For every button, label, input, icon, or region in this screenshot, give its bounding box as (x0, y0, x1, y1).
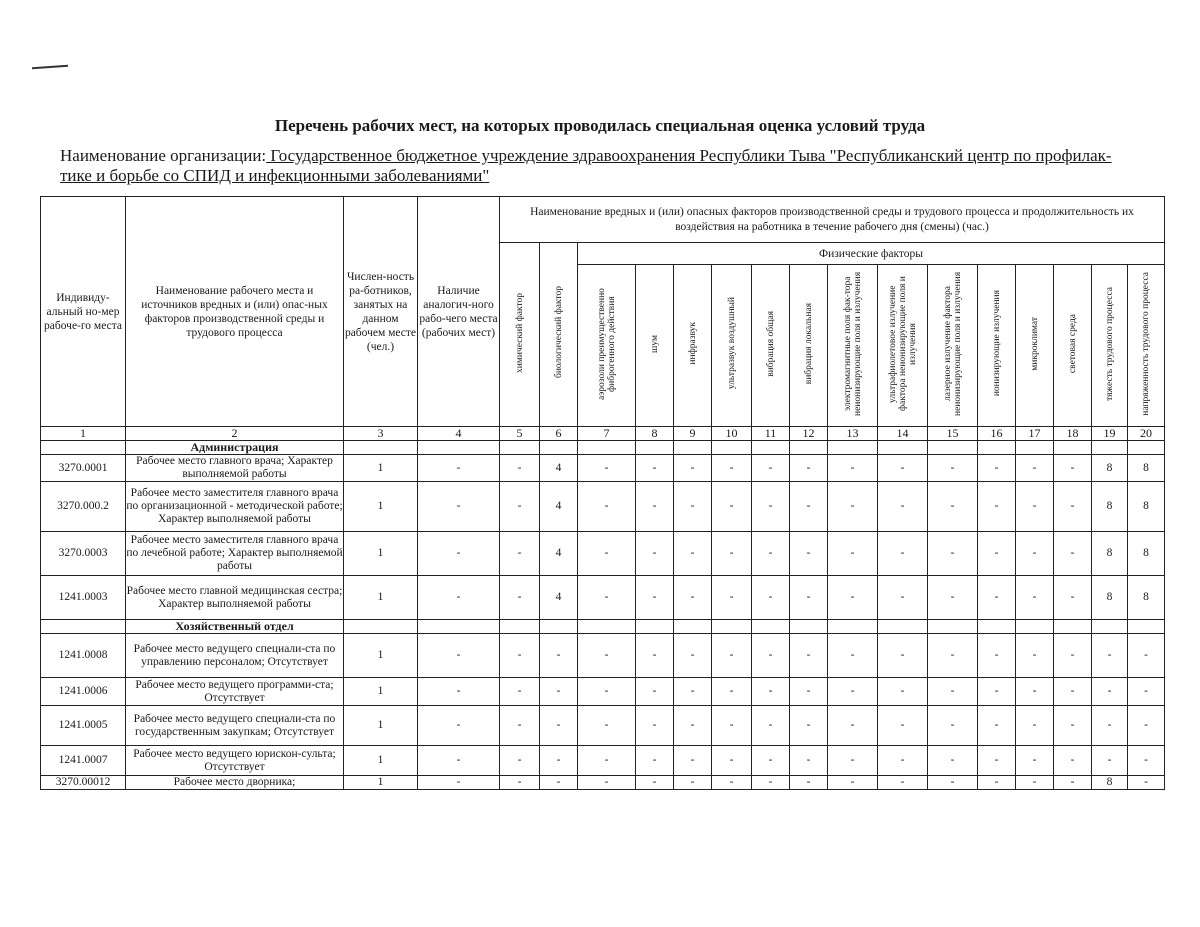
factor-value: - (978, 532, 1016, 576)
factor-value: - (1054, 776, 1092, 790)
factor-value: - (752, 455, 790, 482)
factor-value: - (878, 746, 928, 776)
factor-value: 8 (1128, 532, 1165, 576)
factor-value: - (500, 776, 540, 790)
factor-value: - (636, 776, 674, 790)
workplaces-table (40, 196, 1165, 790)
factor-value: - (928, 634, 978, 678)
factor-value: - (674, 455, 712, 482)
factor-value: - (1054, 482, 1092, 532)
factor-value: - (712, 455, 752, 482)
header-factor (828, 265, 878, 427)
workplace-name: Рабочее место ведущего юрискон-сульта; Отсутствует (126, 746, 344, 776)
worker-count: 1 (344, 576, 418, 620)
factor-value: - (540, 706, 578, 746)
factor-value: - (636, 455, 674, 482)
factor-value: - (1016, 706, 1054, 746)
workplace-id: 3270.00012 (41, 776, 126, 790)
column-number: 14 (878, 427, 928, 441)
section-empty (1016, 441, 1054, 455)
factor-value: - (636, 678, 674, 706)
factor-value: - (790, 532, 828, 576)
factor-value: - (500, 634, 540, 678)
column-number: 15 (928, 427, 978, 441)
header-factors-group: Наименование вредных и (или) опасных факторов производственной среды и трудового процесса и продолжительность их воздействия на работника в течение рабочего дня (смены) (час.) (500, 197, 1165, 243)
factor-value: - (712, 576, 752, 620)
factor-value: 8 (1092, 532, 1128, 576)
factor-value: - (636, 634, 674, 678)
factor-value: - (978, 455, 1016, 482)
factor-value: - (752, 576, 790, 620)
header-analog-workplace: Наличие аналогич-ного рабо-чего места (рабочих мест) (418, 197, 500, 427)
section-empty (1128, 441, 1165, 455)
worker-count: 1 (344, 706, 418, 746)
factor-label: лазерное излучение фактора неионизирующие поля и излучения (942, 271, 963, 416)
factor-value: - (578, 634, 636, 678)
factor-value: - (1092, 634, 1128, 678)
column-number: 9 (674, 427, 712, 441)
factor-value: - (928, 746, 978, 776)
column-number: 18 (1054, 427, 1092, 441)
header-factor (712, 265, 752, 427)
header-factor-biological (540, 243, 578, 427)
section-name: Администрация (126, 441, 344, 455)
section-empty (928, 441, 978, 455)
factor-value: - (1016, 634, 1054, 678)
factor-value: - (578, 532, 636, 576)
column-number: 10 (712, 427, 752, 441)
header-factor (1054, 265, 1092, 427)
factor-value: - (790, 455, 828, 482)
factor-label: вибрация локальная (803, 302, 814, 385)
column-number: 8 (636, 427, 674, 441)
section-empty (752, 441, 790, 455)
table-row (41, 706, 1165, 746)
header-factor (878, 265, 928, 427)
factor-value: - (828, 576, 878, 620)
scan-mark (32, 65, 68, 70)
factor-value: 8 (1092, 482, 1128, 532)
factor-value: - (752, 776, 790, 790)
factor-value: - (1128, 746, 1165, 776)
section-empty (878, 620, 928, 634)
section-empty (418, 620, 500, 634)
table-row (41, 576, 1165, 620)
factor-value: - (1016, 532, 1054, 576)
factor-value: - (878, 776, 928, 790)
factor-label: тяжесть трудового процесса (1104, 286, 1115, 401)
factor-value: - (636, 576, 674, 620)
header-factor-chemical (500, 243, 540, 427)
factor-value: - (578, 455, 636, 482)
factor-value: - (1128, 776, 1165, 790)
section-empty (500, 441, 540, 455)
factor-value: 4 (540, 482, 578, 532)
section-empty (578, 441, 636, 455)
factor-value: - (928, 706, 978, 746)
factor-value: - (540, 746, 578, 776)
header-factor (1092, 265, 1128, 427)
analog-workplace: - (418, 576, 500, 620)
factor-value: - (928, 576, 978, 620)
factor-value: - (928, 532, 978, 576)
header-factor (674, 265, 712, 427)
factor-label: напряженность трудового процесса (1141, 271, 1151, 416)
factor-value: - (752, 634, 790, 678)
section-empty (928, 620, 978, 634)
factor-value: - (1092, 678, 1128, 706)
section-empty (41, 441, 126, 455)
column-number: 2 (126, 427, 344, 441)
worker-count: 1 (344, 532, 418, 576)
factor-value: - (1054, 706, 1092, 746)
column-number: 5 (500, 427, 540, 441)
factor-value: 4 (540, 532, 578, 576)
factor-value: - (752, 706, 790, 746)
organization-label: Наименование организации: (60, 146, 267, 165)
workplace-id: 1241.0006 (41, 678, 126, 706)
factor-value: 4 (540, 455, 578, 482)
factor-value: 8 (1128, 482, 1165, 532)
section-empty (636, 441, 674, 455)
section-empty (790, 620, 828, 634)
factor-value: - (790, 746, 828, 776)
factor-value: - (878, 532, 928, 576)
header-factor (928, 265, 978, 427)
factor-value: - (712, 634, 752, 678)
table-row (41, 634, 1165, 678)
factor-label: химический фактор (514, 292, 525, 373)
factor-value: - (1054, 634, 1092, 678)
section-empty (1092, 620, 1128, 634)
workplace-name: Рабочее место главной медицинская сестра; Характер выполняемой работы (126, 576, 344, 620)
section-empty (828, 620, 878, 634)
section-empty (41, 620, 126, 634)
factor-value: - (828, 706, 878, 746)
factor-label: биологический фактор (553, 286, 564, 379)
column-number: 20 (1128, 427, 1165, 441)
factor-value: - (636, 746, 674, 776)
workplace-id: 3270.0003 (41, 532, 126, 576)
section-empty (540, 441, 578, 455)
factor-value: - (878, 576, 928, 620)
factor-value: - (752, 678, 790, 706)
factor-value: - (1054, 678, 1092, 706)
factor-value: - (540, 634, 578, 678)
organization-name-line1: Государственное бюджетное учреждение здравоохранения Республики Тыва "Республиканский центр по профилак- (266, 146, 1112, 165)
factor-value: - (500, 706, 540, 746)
section-name: Хозяйственный отдел (126, 620, 344, 634)
factor-value: - (752, 532, 790, 576)
factor-value: - (1092, 746, 1128, 776)
factor-label: инфразвук (687, 322, 698, 365)
factor-value: - (878, 455, 928, 482)
factor-value: - (540, 678, 578, 706)
section-empty (828, 441, 878, 455)
section-empty (1016, 620, 1054, 634)
workplace-id: 3270.0001 (41, 455, 126, 482)
document-title: Перечень рабочих мест, на которых проводилась специальная оценка условий труда (274, 116, 926, 135)
factor-value: - (540, 776, 578, 790)
column-number: 12 (790, 427, 828, 441)
factor-value: - (578, 746, 636, 776)
factor-label: ионизирующие излучения (991, 290, 1002, 397)
factor-value: - (674, 678, 712, 706)
factor-value: - (1092, 706, 1128, 746)
section-empty (1054, 620, 1092, 634)
factor-value: - (828, 776, 878, 790)
analog-workplace: - (418, 678, 500, 706)
factor-value: - (578, 678, 636, 706)
column-number: 17 (1016, 427, 1054, 441)
factor-label: вибрация общая (765, 310, 776, 377)
factor-label: световая среда (1067, 313, 1078, 374)
table-row (41, 455, 1165, 482)
factor-value: - (636, 532, 674, 576)
factor-value: - (978, 576, 1016, 620)
column-number: 11 (752, 427, 790, 441)
section-empty (674, 620, 712, 634)
workplace-id: 1241.0003 (41, 576, 126, 620)
factor-value: - (674, 634, 712, 678)
factor-label: аэрозоли преимущественно фиброгенного действия (596, 287, 617, 400)
section-empty (1092, 441, 1128, 455)
factor-label: шум (649, 334, 660, 353)
factor-value: - (978, 634, 1016, 678)
factor-value: - (928, 455, 978, 482)
factor-value: - (790, 576, 828, 620)
column-number: 4 (418, 427, 500, 441)
factor-value: - (636, 482, 674, 532)
section-empty (674, 441, 712, 455)
table-row (41, 482, 1165, 532)
factor-value: - (1016, 455, 1054, 482)
factor-value: - (674, 746, 712, 776)
factor-value: - (978, 482, 1016, 532)
factor-label: ультразвук воздушный (726, 297, 737, 390)
workplace-name: Рабочее место ведущего специали-ста по государственным закупкам; Отсутствует (126, 706, 344, 746)
section-empty (790, 441, 828, 455)
factor-label: электромагнитные поля фак-тора неионизирующие поля и излучения (842, 271, 863, 416)
factor-value: - (636, 706, 674, 746)
factor-value: - (1054, 746, 1092, 776)
workplace-name: Рабочее место главного врача; Характер выполняемой работы (126, 455, 344, 482)
factor-value: - (674, 482, 712, 532)
factor-value: - (1016, 746, 1054, 776)
factor-value: - (928, 482, 978, 532)
factor-value: - (1054, 455, 1092, 482)
section-empty (752, 620, 790, 634)
factor-value: - (790, 678, 828, 706)
header-workplace-id: Индивиду-альный но-мер рабоче-го места (41, 197, 126, 427)
workplace-id: 1241.0005 (41, 706, 126, 746)
workplace-name: Рабочее место заместителя главного врача по организационной - методической работе; Характер выполняемой работы (126, 482, 344, 532)
factor-value: - (828, 455, 878, 482)
section-empty (540, 620, 578, 634)
workplace-id: 1241.0008 (41, 634, 126, 678)
analog-workplace: - (418, 776, 500, 790)
factor-value: - (828, 532, 878, 576)
factor-value: - (712, 746, 752, 776)
factor-value: - (1128, 634, 1165, 678)
analog-workplace: - (418, 532, 500, 576)
factor-value: 8 (1092, 455, 1128, 482)
analog-workplace: - (418, 634, 500, 678)
header-factor (1128, 265, 1165, 427)
worker-count: 1 (344, 455, 418, 482)
header-factor (578, 265, 636, 427)
section-empty (978, 620, 1016, 634)
section-empty (978, 441, 1016, 455)
factor-value: - (1016, 482, 1054, 532)
analog-workplace: - (418, 706, 500, 746)
factor-value: - (928, 776, 978, 790)
table-row (41, 678, 1165, 706)
factor-value: - (1054, 576, 1092, 620)
factor-value: 8 (1092, 776, 1128, 790)
factor-value: - (828, 678, 878, 706)
factor-value: - (1128, 706, 1165, 746)
factor-value: - (674, 706, 712, 746)
factor-value: - (500, 678, 540, 706)
column-number: 19 (1092, 427, 1128, 441)
factor-value: - (500, 482, 540, 532)
factor-value: - (978, 776, 1016, 790)
factor-value: - (712, 706, 752, 746)
header-factor (752, 265, 790, 427)
factor-value: - (878, 706, 928, 746)
factor-value: - (500, 455, 540, 482)
factor-value: - (712, 776, 752, 790)
header-worker-count: Числен-ность ра-ботников, занятых на данном рабочем месте (чел.) (344, 197, 418, 427)
section-empty (418, 441, 500, 455)
worker-count: 1 (344, 634, 418, 678)
analog-workplace: - (418, 455, 500, 482)
section-row (41, 441, 1165, 455)
factor-value: - (500, 746, 540, 776)
factor-value: - (674, 776, 712, 790)
column-number: 3 (344, 427, 418, 441)
workplace-name: Рабочее место дворника; (126, 776, 344, 790)
factor-label: ультрафиолетовое излучение фактора неионизирующие поля и излучения (887, 276, 918, 411)
factor-value: - (500, 576, 540, 620)
column-number: 13 (828, 427, 878, 441)
factor-value: - (878, 482, 928, 532)
factor-value: 4 (540, 576, 578, 620)
factor-value: - (712, 482, 752, 532)
section-empty (1128, 620, 1165, 634)
workplace-id: 3270.000.2 (41, 482, 126, 532)
worker-count: 1 (344, 746, 418, 776)
factor-value: - (578, 576, 636, 620)
factor-value: 8 (1128, 455, 1165, 482)
table-row (41, 746, 1165, 776)
factor-value: - (790, 776, 828, 790)
factor-value: - (1054, 532, 1092, 576)
organization-line (60, 146, 1140, 186)
header-physical-group: Физические факторы (578, 243, 1165, 265)
column-number: 1 (41, 427, 126, 441)
table-row (41, 776, 1165, 790)
worker-count: 1 (344, 678, 418, 706)
factor-value: - (578, 776, 636, 790)
factor-value: - (1016, 678, 1054, 706)
factor-value: - (674, 532, 712, 576)
header-factor (790, 265, 828, 427)
factor-value: - (752, 746, 790, 776)
workplace-name: Рабочее место ведущего специали-ста по управлению персоналом; Отсутствует (126, 634, 344, 678)
header-factor (1016, 265, 1054, 427)
factor-value: - (978, 706, 1016, 746)
factor-value: - (578, 482, 636, 532)
analog-workplace: - (418, 482, 500, 532)
section-empty (712, 620, 752, 634)
section-empty (578, 620, 636, 634)
header-factor (978, 265, 1016, 427)
header-workplace-name: Наименование рабочего места и источников вредных и (или) опас-ных факторов производственной среды и трудового процесса (126, 197, 344, 427)
factor-value: 8 (1092, 576, 1128, 620)
factor-value: - (1016, 776, 1054, 790)
factor-value: 8 (1128, 576, 1165, 620)
factor-value: - (500, 532, 540, 576)
factor-value: - (790, 482, 828, 532)
analog-workplace: - (418, 746, 500, 776)
factor-value: - (790, 634, 828, 678)
factor-value: - (978, 746, 1016, 776)
worker-count: 1 (344, 482, 418, 532)
organization-name-line2: тике и борьбе со СПИД и инфекционными заболеваниями" (60, 166, 490, 185)
factor-value: - (828, 482, 878, 532)
factor-value: - (712, 532, 752, 576)
workplace-id: 1241.0007 (41, 746, 126, 776)
factor-value: - (878, 678, 928, 706)
section-empty (344, 441, 418, 455)
worker-count: 1 (344, 776, 418, 790)
column-number: 7 (578, 427, 636, 441)
section-empty (712, 441, 752, 455)
factor-value: - (1128, 678, 1165, 706)
factor-value: - (712, 678, 752, 706)
factor-value: - (928, 678, 978, 706)
section-row (41, 620, 1165, 634)
factor-value: - (828, 746, 878, 776)
table-row (41, 532, 1165, 576)
factor-value: - (790, 706, 828, 746)
section-empty (636, 620, 674, 634)
factor-value: - (978, 678, 1016, 706)
section-empty (344, 620, 418, 634)
factor-value: - (1016, 576, 1054, 620)
factor-label: микроклимат (1029, 316, 1040, 371)
column-number: 6 (540, 427, 578, 441)
factor-value: - (752, 482, 790, 532)
workplace-name: Рабочее место заместителя главного врача по лечебной работе; Характер выполняемой работы (126, 532, 344, 576)
workplace-name: Рабочее место ведущего программи-ста; Отсутствует (126, 678, 344, 706)
section-empty (878, 441, 928, 455)
section-empty (500, 620, 540, 634)
factor-value: - (878, 634, 928, 678)
column-number: 16 (978, 427, 1016, 441)
section-empty (1054, 441, 1092, 455)
factor-value: - (578, 706, 636, 746)
factor-value: - (828, 634, 878, 678)
factor-value: - (674, 576, 712, 620)
header-factor (636, 265, 674, 427)
